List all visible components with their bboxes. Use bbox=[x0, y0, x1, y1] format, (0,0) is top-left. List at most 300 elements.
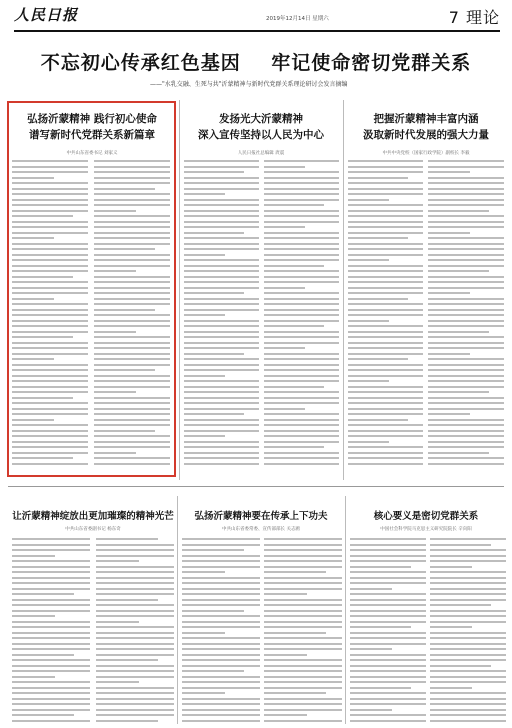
body-text-line bbox=[348, 391, 423, 393]
body-text-line bbox=[184, 204, 259, 206]
body-text-line bbox=[350, 654, 426, 656]
body-text-line bbox=[348, 215, 423, 217]
body-text-line bbox=[12, 604, 90, 606]
body-text-line bbox=[430, 549, 506, 551]
body-text-line bbox=[428, 402, 504, 404]
body-text-line bbox=[264, 353, 339, 355]
body-text-line bbox=[12, 621, 90, 623]
body-text-line bbox=[348, 204, 423, 206]
body-text-line bbox=[428, 221, 504, 223]
body-text-line bbox=[348, 248, 423, 250]
body-text-line bbox=[350, 687, 411, 689]
body-text-line bbox=[348, 265, 423, 267]
body-text-line bbox=[94, 270, 136, 272]
body-text-line bbox=[348, 309, 423, 311]
body-text-line bbox=[430, 659, 506, 661]
body-text-line bbox=[12, 347, 88, 349]
body-text-line bbox=[348, 221, 423, 223]
body-text-line bbox=[348, 314, 423, 316]
body-text-line bbox=[12, 160, 88, 162]
body-text-line bbox=[94, 182, 170, 184]
bottom-article-title-3: 核心要义是密切党群关系 bbox=[373, 511, 479, 522]
body-text-line bbox=[264, 709, 342, 711]
body-text-line bbox=[94, 287, 170, 289]
body-text-line bbox=[94, 314, 170, 316]
body-text-line bbox=[184, 166, 259, 168]
body-text-line bbox=[182, 632, 225, 634]
body-text-line bbox=[96, 670, 174, 672]
body-text-line bbox=[348, 402, 423, 404]
body-text-line bbox=[264, 446, 324, 448]
body-text-line bbox=[264, 342, 339, 344]
article-byline-1: 中共山东省委书记 刘家义 bbox=[66, 151, 118, 156]
body-text-line bbox=[350, 615, 426, 617]
body-text-line bbox=[264, 397, 339, 399]
body-text-line bbox=[428, 369, 504, 371]
body-text-line bbox=[96, 676, 174, 678]
body-text-line bbox=[96, 599, 158, 601]
body-text-line bbox=[184, 259, 259, 261]
body-text-line bbox=[184, 402, 259, 404]
body-text-line bbox=[184, 386, 259, 388]
body-text-line bbox=[94, 309, 155, 311]
body-text-line bbox=[12, 703, 90, 705]
body-text-line bbox=[12, 698, 90, 700]
body-text-line bbox=[12, 182, 88, 184]
body-text-line bbox=[264, 237, 339, 239]
body-text-line bbox=[12, 582, 90, 584]
body-text-line bbox=[12, 413, 88, 415]
body-text-line bbox=[12, 309, 88, 311]
body-text-line bbox=[428, 248, 504, 250]
body-text-line bbox=[264, 413, 339, 415]
body-text-line bbox=[12, 560, 90, 562]
body-text-line bbox=[12, 281, 88, 283]
body-text-line bbox=[184, 292, 244, 294]
body-text-line bbox=[348, 375, 423, 377]
body-text-line bbox=[430, 588, 506, 590]
body-text-line bbox=[12, 232, 88, 234]
body-text-line bbox=[12, 626, 90, 628]
body-text-line bbox=[12, 588, 90, 590]
body-text-line bbox=[12, 397, 73, 399]
body-text-line bbox=[348, 358, 408, 360]
body-text-line bbox=[428, 413, 470, 415]
body-text-line bbox=[350, 555, 426, 557]
body-text-line bbox=[348, 364, 423, 366]
newspaper-logo: 人民日报 bbox=[14, 6, 79, 24]
body-text-line bbox=[94, 358, 170, 360]
body-text-line bbox=[428, 364, 504, 366]
body-text-line bbox=[184, 193, 225, 195]
body-text-line bbox=[96, 648, 174, 650]
body-text-line bbox=[430, 560, 506, 562]
issue-date: 2019年12月14日 星期六 bbox=[266, 16, 329, 22]
body-text-line bbox=[428, 188, 504, 190]
bottom-article-3-body-col-1 bbox=[350, 538, 426, 725]
body-text-line bbox=[428, 347, 504, 349]
body-text-line bbox=[428, 265, 504, 267]
body-text-line bbox=[428, 254, 504, 256]
body-text-line bbox=[94, 171, 170, 173]
body-text-line bbox=[12, 353, 88, 355]
body-text-line bbox=[264, 314, 339, 316]
body-text-line bbox=[96, 621, 139, 623]
body-text-line bbox=[96, 703, 174, 705]
body-text-line bbox=[182, 544, 260, 546]
body-text-line bbox=[184, 353, 244, 355]
page-number-section: 7 理论 bbox=[448, 8, 500, 27]
body-text-line bbox=[348, 325, 423, 327]
body-text-line bbox=[12, 226, 88, 228]
body-text-line bbox=[264, 643, 342, 645]
body-text-line bbox=[184, 342, 259, 344]
body-text-line bbox=[12, 314, 88, 316]
body-text-line bbox=[264, 430, 339, 432]
body-text-line bbox=[428, 408, 504, 410]
body-text-line bbox=[350, 670, 426, 672]
body-text-line bbox=[12, 276, 73, 278]
body-text-line bbox=[350, 659, 426, 661]
body-text-line bbox=[182, 610, 244, 612]
body-text-line bbox=[428, 457, 504, 459]
body-text-line bbox=[430, 720, 506, 722]
body-text-line bbox=[12, 303, 88, 305]
body-text-line bbox=[12, 441, 88, 443]
body-text-line bbox=[94, 353, 170, 355]
body-text-line bbox=[430, 582, 506, 584]
body-text-line bbox=[184, 160, 259, 162]
body-text-line bbox=[12, 452, 88, 454]
body-text-line bbox=[348, 281, 423, 283]
body-text-line bbox=[428, 232, 470, 234]
body-text-line bbox=[12, 610, 90, 612]
body-text-line bbox=[264, 287, 305, 289]
body-text-line bbox=[12, 419, 54, 421]
body-text-line bbox=[430, 538, 506, 540]
body-text-line bbox=[94, 413, 170, 415]
body-text-line bbox=[12, 709, 90, 711]
body-text-line bbox=[184, 182, 259, 184]
body-text-line bbox=[430, 687, 472, 689]
body-text-line bbox=[350, 632, 426, 634]
body-text-line bbox=[94, 336, 170, 338]
body-text-line bbox=[264, 538, 342, 540]
body-text-line bbox=[428, 298, 504, 300]
body-text-line bbox=[12, 555, 55, 557]
body-text-line bbox=[182, 621, 260, 623]
body-text-line bbox=[94, 298, 170, 300]
body-text-line bbox=[12, 687, 90, 689]
body-text-line bbox=[348, 199, 389, 201]
body-text-line bbox=[264, 441, 339, 443]
body-text-line bbox=[182, 670, 244, 672]
body-text-line bbox=[12, 402, 88, 404]
body-text-line bbox=[430, 681, 506, 683]
body-text-line bbox=[96, 604, 174, 606]
section-divider bbox=[8, 486, 504, 487]
body-text-line bbox=[184, 243, 259, 245]
body-text-line bbox=[264, 210, 339, 212]
body-text-line bbox=[348, 430, 423, 432]
body-text-line bbox=[264, 336, 339, 338]
body-text-line bbox=[428, 204, 504, 206]
body-text-line bbox=[430, 604, 491, 606]
body-text-line bbox=[348, 386, 423, 388]
body-text-line bbox=[264, 692, 326, 694]
body-text-line bbox=[94, 446, 170, 448]
article-2-body-col-1 bbox=[184, 160, 259, 468]
body-text-line bbox=[428, 419, 504, 421]
body-text-line bbox=[264, 566, 342, 568]
body-text-line bbox=[264, 588, 342, 590]
body-text-line bbox=[264, 637, 342, 639]
body-text-line bbox=[428, 463, 504, 465]
body-text-line bbox=[184, 237, 259, 239]
body-text-line bbox=[12, 544, 90, 546]
body-text-line bbox=[264, 177, 339, 179]
body-text-line bbox=[184, 298, 259, 300]
body-text-line bbox=[96, 577, 174, 579]
body-text-line bbox=[94, 435, 170, 437]
body-text-line bbox=[348, 452, 423, 454]
body-text-line bbox=[12, 714, 74, 716]
body-text-line bbox=[350, 626, 411, 628]
body-text-line bbox=[428, 259, 504, 261]
body-text-line bbox=[348, 424, 423, 426]
body-text-line bbox=[182, 654, 260, 656]
body-text-line bbox=[12, 599, 90, 601]
body-text-line bbox=[12, 270, 88, 272]
body-text-line bbox=[350, 588, 392, 590]
body-text-line bbox=[12, 166, 88, 168]
body-text-line bbox=[182, 687, 260, 689]
body-text-line bbox=[96, 643, 174, 645]
body-text-line bbox=[428, 210, 489, 212]
article-title-3-line-1: 把握沂蒙精神丰富内涵 bbox=[373, 113, 479, 125]
body-text-line bbox=[12, 237, 54, 239]
body-text-line bbox=[94, 430, 155, 432]
masthead bbox=[14, 4, 500, 32]
body-text-line bbox=[184, 248, 259, 250]
body-text-line bbox=[94, 424, 170, 426]
body-text-line bbox=[348, 237, 408, 239]
body-text-line bbox=[94, 463, 170, 465]
body-text-line bbox=[182, 560, 260, 562]
body-text-line bbox=[264, 435, 339, 437]
body-text-line bbox=[12, 177, 54, 179]
page-subheadline: ——"水乳交融、生死与共"沂蒙精神与新时代党群关系理论研讨会发言摘编 bbox=[150, 81, 348, 88]
body-text-line bbox=[12, 331, 88, 333]
body-text-line bbox=[94, 188, 155, 190]
article-byline-2: 人民日报社总编辑 庹震 bbox=[237, 151, 285, 156]
body-text-line bbox=[94, 325, 170, 327]
body-text-line bbox=[348, 210, 423, 212]
body-text-line bbox=[184, 430, 259, 432]
body-text-line bbox=[12, 369, 88, 371]
article-3-body-col-2 bbox=[428, 160, 504, 468]
article-title-1-line-1: 弘扬沂蒙精神 践行初心使命 bbox=[27, 113, 157, 125]
body-text-line bbox=[12, 632, 90, 634]
body-text-line bbox=[348, 188, 423, 190]
bottom-article-byline-1: 中共山东省委副书记 杨东奇 bbox=[65, 527, 121, 532]
body-text-line bbox=[264, 560, 342, 562]
body-text-line bbox=[184, 347, 259, 349]
body-text-line bbox=[348, 303, 423, 305]
body-text-line bbox=[428, 243, 504, 245]
body-text-line bbox=[348, 182, 423, 184]
body-text-line bbox=[264, 577, 342, 579]
body-text-line bbox=[348, 193, 423, 195]
body-text-line bbox=[12, 265, 88, 267]
body-text-line bbox=[430, 654, 506, 656]
body-text-line bbox=[94, 254, 170, 256]
body-text-line bbox=[350, 643, 426, 645]
body-text-line bbox=[348, 292, 423, 294]
body-text-line bbox=[264, 626, 342, 628]
body-text-line bbox=[96, 582, 174, 584]
body-text-line bbox=[96, 593, 174, 595]
body-text-line bbox=[348, 369, 423, 371]
body-text-line bbox=[350, 720, 426, 722]
body-text-line bbox=[96, 571, 174, 573]
body-text-line bbox=[96, 665, 174, 667]
body-text-line bbox=[350, 560, 426, 562]
body-text-line bbox=[12, 199, 88, 201]
body-text-line bbox=[184, 336, 259, 338]
body-text-line bbox=[184, 232, 244, 234]
body-text-line bbox=[12, 243, 88, 245]
body-text-line bbox=[264, 676, 342, 678]
body-text-line bbox=[264, 265, 324, 267]
body-text-line bbox=[264, 221, 339, 223]
body-text-line bbox=[12, 637, 90, 639]
body-text-line bbox=[184, 446, 259, 448]
body-text-line bbox=[12, 676, 55, 678]
body-text-line bbox=[430, 703, 506, 705]
body-text-line bbox=[264, 298, 339, 300]
body-text-line bbox=[264, 358, 339, 360]
body-text-line bbox=[264, 665, 342, 667]
column-divider bbox=[345, 496, 346, 724]
body-text-line bbox=[94, 232, 170, 234]
body-text-line bbox=[184, 463, 259, 465]
body-text-line bbox=[184, 199, 259, 201]
body-text-line bbox=[428, 281, 504, 283]
body-text-line bbox=[184, 303, 259, 305]
body-text-line bbox=[94, 265, 170, 267]
body-text-line bbox=[348, 397, 423, 399]
body-text-line bbox=[350, 637, 426, 639]
body-text-line bbox=[348, 441, 389, 443]
body-text-line bbox=[264, 232, 339, 234]
article-byline-3: 中共中央党校（国家行政学院）副校长 李毅 bbox=[382, 151, 470, 156]
body-text-line bbox=[264, 276, 339, 278]
body-text-line bbox=[348, 457, 423, 459]
body-text-line bbox=[94, 408, 170, 410]
body-text-line bbox=[430, 615, 506, 617]
body-text-line bbox=[96, 538, 158, 540]
body-text-line bbox=[264, 703, 342, 705]
bottom-article-3-body-col-2 bbox=[430, 538, 506, 725]
body-text-line bbox=[428, 292, 470, 294]
body-text-line bbox=[12, 665, 90, 667]
body-text-line bbox=[264, 193, 339, 195]
body-text-line bbox=[430, 692, 506, 694]
body-text-line bbox=[428, 353, 470, 355]
body-text-line bbox=[348, 166, 423, 168]
body-text-line bbox=[264, 599, 342, 601]
body-text-line bbox=[264, 419, 339, 421]
body-text-line bbox=[428, 199, 504, 201]
body-text-line bbox=[348, 287, 423, 289]
body-text-line bbox=[348, 380, 389, 382]
body-text-line bbox=[12, 221, 88, 223]
body-text-line bbox=[350, 571, 426, 573]
body-text-line bbox=[430, 665, 491, 667]
article-title-1-line-2: 谱写新时代党群关系新篇章 bbox=[29, 129, 155, 141]
body-text-line bbox=[182, 549, 244, 551]
body-text-line bbox=[184, 281, 259, 283]
body-text-line bbox=[348, 353, 423, 355]
body-text-line bbox=[184, 188, 259, 190]
body-text-line bbox=[428, 452, 489, 454]
body-text-line bbox=[264, 292, 339, 294]
body-text-line bbox=[96, 555, 174, 557]
body-text-line bbox=[12, 435, 88, 437]
body-text-line bbox=[182, 659, 260, 661]
bottom-article-byline-2: 中共山东省委常委、宣传部部长 关志鸥 bbox=[222, 527, 300, 532]
body-text-line bbox=[94, 166, 170, 168]
body-text-line bbox=[264, 555, 342, 557]
body-text-line bbox=[264, 281, 339, 283]
body-text-line bbox=[184, 364, 259, 366]
body-text-line bbox=[348, 243, 423, 245]
body-text-line bbox=[12, 248, 88, 250]
body-text-line bbox=[182, 709, 260, 711]
body-text-line bbox=[182, 643, 260, 645]
body-text-line bbox=[350, 703, 426, 705]
article-1-body-col-2 bbox=[94, 160, 170, 468]
body-text-line bbox=[348, 226, 423, 228]
body-text-line bbox=[184, 171, 244, 173]
bottom-article-1-body-col-1 bbox=[12, 538, 90, 725]
body-text-line bbox=[348, 435, 423, 437]
body-text-line bbox=[12, 692, 90, 694]
body-text-line bbox=[96, 687, 174, 689]
body-text-line bbox=[264, 331, 339, 333]
body-text-line bbox=[182, 571, 225, 573]
body-text-line bbox=[94, 397, 170, 399]
bottom-article-title-2: 弘扬沂蒙精神要在传承上下功夫 bbox=[194, 511, 328, 522]
body-text-line bbox=[184, 226, 259, 228]
body-text-line bbox=[94, 177, 170, 179]
body-text-line bbox=[264, 615, 342, 617]
body-text-line bbox=[264, 654, 307, 656]
body-text-line bbox=[184, 397, 259, 399]
body-text-line bbox=[350, 610, 426, 612]
body-text-line bbox=[264, 248, 339, 250]
body-text-line bbox=[184, 413, 244, 415]
body-text-line bbox=[348, 320, 389, 322]
body-text-line bbox=[430, 566, 472, 568]
body-text-line bbox=[182, 604, 260, 606]
body-text-line bbox=[348, 446, 423, 448]
body-text-line bbox=[184, 424, 259, 426]
body-text-line bbox=[430, 621, 506, 623]
body-text-line bbox=[350, 582, 426, 584]
body-text-line bbox=[94, 221, 170, 223]
